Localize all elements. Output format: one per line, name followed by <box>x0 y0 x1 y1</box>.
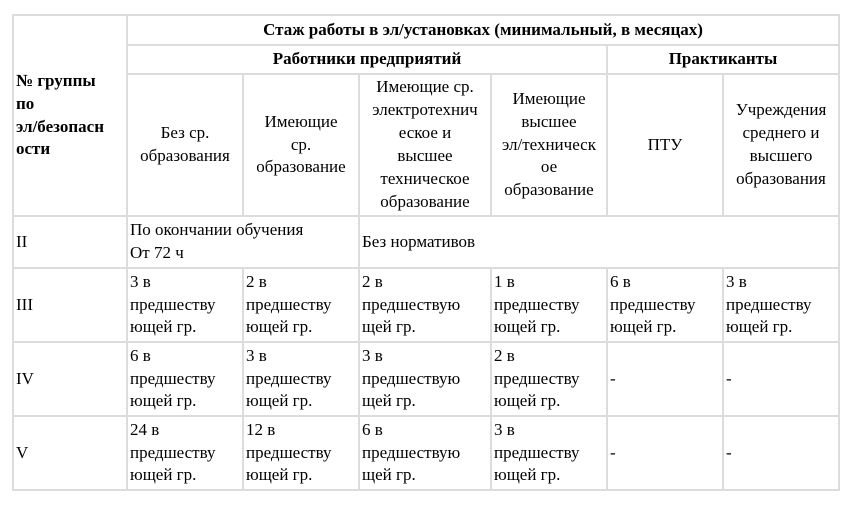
table-cell <box>244 417 358 489</box>
cell-line: щей гр. <box>362 465 416 485</box>
cell-line: ющей гр. <box>130 465 197 485</box>
cell-line: электротехнич <box>372 100 478 120</box>
cell-line: - <box>610 442 616 462</box>
cell-line: 3 в <box>726 271 747 291</box>
table-cell <box>724 269 838 341</box>
subcolumn-header <box>492 75 606 215</box>
cell-line: щей гр. <box>362 317 416 337</box>
cell-line: предшествую <box>362 368 461 388</box>
subcolumn-header <box>128 75 242 215</box>
group-column-header <box>14 16 126 215</box>
cell-line: 6 в <box>362 419 383 439</box>
cell-line: еское и <box>398 123 452 143</box>
subcolumn-header <box>608 75 722 215</box>
cell-line: Без ср. <box>160 123 210 143</box>
table-cell <box>608 269 722 341</box>
table-cell <box>244 343 358 415</box>
cell-line: предшеству <box>130 442 216 462</box>
cell-line: 2 в <box>246 271 267 291</box>
cell-line: Имеющие ср. <box>376 77 474 97</box>
cell-line: Имеющие <box>264 111 338 131</box>
interns-header: Практиканты <box>608 46 838 73</box>
cell-line: эл/техническ <box>502 134 596 154</box>
cell-line: По окончании обучения <box>130 220 304 240</box>
cell-line: - <box>610 368 616 388</box>
table-cell <box>492 343 606 415</box>
table-cell <box>724 417 838 489</box>
cell-line: - <box>726 368 732 388</box>
cell-line: предшеству <box>494 294 580 314</box>
cell-line: 3 в <box>130 271 151 291</box>
table-row <box>14 417 838 489</box>
cell-line: 6 в <box>130 345 151 365</box>
cell-line: предшеству <box>246 442 332 462</box>
cell-line: образования <box>736 168 826 188</box>
cell-line: 6 в <box>610 271 631 291</box>
cell-line: ющей гр. <box>246 391 313 411</box>
cell-line: предшеству <box>610 294 696 314</box>
cell-line: техническое <box>380 168 470 188</box>
subcolumn-header <box>724 75 838 215</box>
cell-line: Учреждения <box>735 100 827 120</box>
cell-line: предшеству <box>494 368 580 388</box>
table-cell <box>128 417 242 489</box>
merged-cell: Без нормативов <box>360 217 838 267</box>
subcolumn-header <box>360 75 490 215</box>
cell-line: ющей гр. <box>246 317 313 337</box>
table-row <box>14 343 838 415</box>
experience-table <box>12 14 840 491</box>
cell-line: предшеству <box>130 294 216 314</box>
cell-line: ости <box>16 139 51 159</box>
cell-line: ющей гр. <box>726 317 793 337</box>
cell-line: щей гр. <box>362 391 416 411</box>
table-cell <box>492 269 606 341</box>
group-cell: V <box>14 417 126 489</box>
cell-line: - <box>726 442 732 462</box>
table-cell <box>724 343 838 415</box>
cell-line: среднего и <box>742 123 820 143</box>
cell-line: предшествую <box>362 442 461 462</box>
table-row <box>14 217 838 267</box>
cell-line: 2 в <box>494 345 515 365</box>
table-cell <box>360 417 490 489</box>
cell-line: ющей гр. <box>610 317 677 337</box>
cell-line: предшеству <box>726 294 812 314</box>
table-row <box>14 269 838 341</box>
cell-line: предшеству <box>494 442 580 462</box>
cell-line: предшеству <box>130 368 216 388</box>
cell-line: ющей гр. <box>130 317 197 337</box>
cell-line: 1 в <box>494 271 515 291</box>
cell-line: 24 в <box>130 419 160 439</box>
table-cell <box>492 417 606 489</box>
table-cell <box>360 269 490 341</box>
cell-line: высшего <box>749 146 813 165</box>
table-cell <box>128 269 242 341</box>
cell-line: ое <box>540 157 558 177</box>
merged-cell <box>128 217 358 267</box>
cell-line: предшествую <box>362 294 461 314</box>
cell-line: ющей гр. <box>246 465 313 485</box>
subcolumn-header <box>244 75 358 215</box>
cell-line: высшее <box>397 146 453 165</box>
table-cell <box>244 269 358 341</box>
cell-line: 3 в <box>494 419 515 439</box>
cell-line: ющей гр. <box>494 391 561 411</box>
cell-line: предшеству <box>246 294 332 314</box>
group-cell: III <box>14 269 126 341</box>
cell-line: Имеющие <box>512 88 586 108</box>
main-title-header: Стаж работы в эл/установках (минимальный, в месяцах) <box>128 16 838 44</box>
cell-line: 12 в <box>246 419 276 439</box>
cell-line: по <box>16 93 35 113</box>
cell-line: эл/безопасн <box>16 116 104 136</box>
cell-line: 2 в <box>362 271 383 291</box>
cell-line: образования <box>140 146 230 165</box>
cell-line: образование <box>504 180 594 200</box>
cell-line: ющей гр. <box>494 317 561 337</box>
workers-header: Работники предприятий <box>128 46 606 73</box>
group-cell: IV <box>14 343 126 415</box>
cell-line: 3 в <box>362 345 383 365</box>
cell-line: ющей гр. <box>130 391 197 411</box>
table-cell <box>128 343 242 415</box>
cell-line: № группы <box>16 70 96 90</box>
cell-line: предшеству <box>246 368 332 388</box>
table-cell <box>360 343 490 415</box>
table-cell <box>608 343 722 415</box>
table-cell <box>608 417 722 489</box>
group-cell: II <box>14 217 126 267</box>
cell-line: ПТУ <box>647 134 683 154</box>
cell-line: образование <box>256 157 346 177</box>
cell-line: ющей гр. <box>494 465 561 485</box>
cell-line: 3 в <box>246 345 267 365</box>
cell-line: высшее <box>521 111 577 131</box>
cell-line: ср. <box>290 134 312 154</box>
cell-line: От 72 ч <box>130 243 184 262</box>
cell-line: образование <box>380 191 470 211</box>
